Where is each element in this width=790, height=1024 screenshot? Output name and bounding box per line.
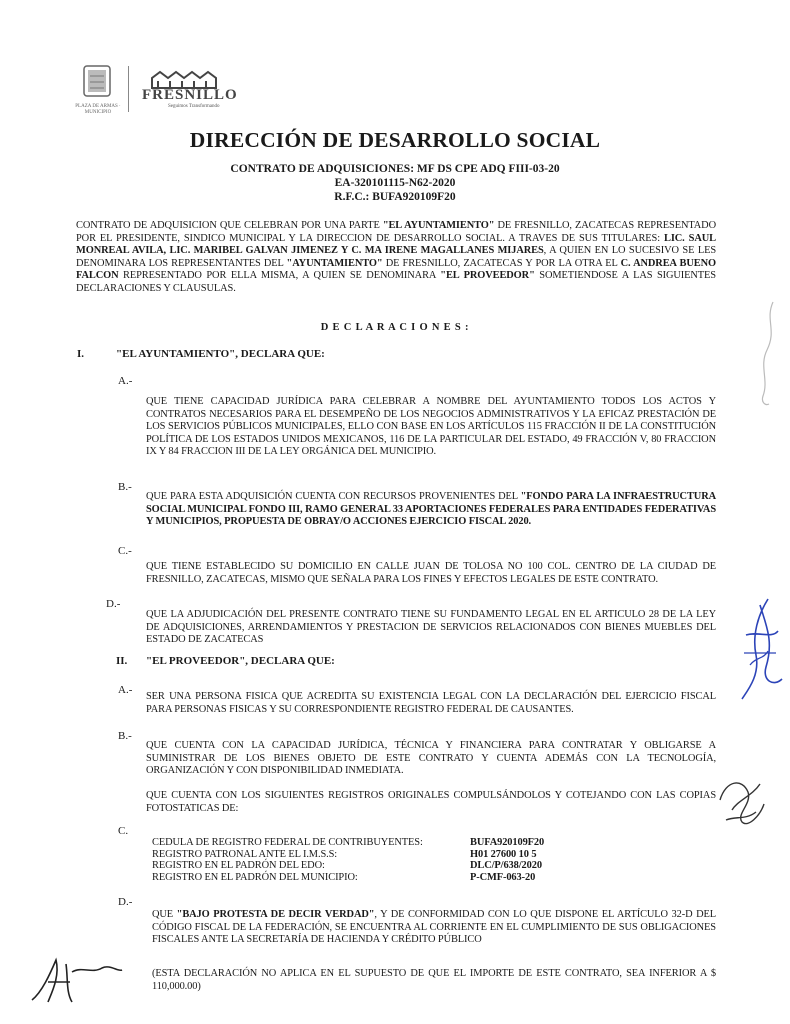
item-1d-label: D.- bbox=[106, 598, 121, 610]
registro-label: REGISTRO EN EL PADRÓN DEL MUNICIPIO: bbox=[152, 871, 358, 883]
item-2b-text-2: QUE CUENTA CON LOS SIGUIENTES REGISTROS ORIGINALES COMPULSÁNDOLOS Y COTEJANDO CON LAS COPIAS FOTOSTATICAS DE: bbox=[146, 790, 716, 814]
item-1a-label: A.- bbox=[118, 375, 133, 387]
declaraciones-heading: D E C L A R A C I O N E S : bbox=[320, 322, 470, 333]
registro-label: REGISTRO PATRONAL ANTE EL I.M.S.S: bbox=[152, 848, 338, 860]
signature-left-bottom bbox=[26, 952, 126, 1008]
item-2a-label: A.- bbox=[118, 684, 133, 696]
registro-row bbox=[152, 837, 572, 849]
item-1c-text: QUE TIENE ESTABLECIDO SU DOMICILIO EN CALLE JUAN DE TOLOSA NO 100 COL. CENTRO DE LA CIUDAD DE FRESNILLO, ZACATECAS, MISMO QUE SEÑALA PARA LOS FINES Y EFECTOS LEGALES DE ESTE CONTRATO. bbox=[146, 561, 716, 585]
registro-row bbox=[152, 860, 572, 872]
page-title: DIRECCIÓN DE DESARROLLO SOCIAL bbox=[189, 128, 601, 152]
item-2d-text: QUE "BAJO PROTESTA DE DECIR VERDAD", Y DE CONFORMIDAD CON LO QUE DISPONE EL ARTÍCULO 32-D DEL CÓDIGO FISCAL DE LA FEDERACIÓN, SE ENCUENTRA AL CORRIENTE EN EL CUMPLIMIENTO DE SUS OBLIGACIONES FISCALES ANTE LA SECRETARÍA DE HACIENDA Y CRÉDITO PÚBLICO bbox=[152, 909, 716, 946]
signature-right-lower bbox=[712, 770, 772, 830]
registros-table bbox=[152, 837, 572, 883]
item-2c-label: C. bbox=[118, 825, 129, 837]
item-1b-text: QUE PARA ESTA ADQUISICIÓN CUENTA CON RECURSOS PROVENIENTES DEL "FONDO PARA LA INFRAESTRUCTURA SOCIAL MUNICIPAL FONDO III, RAMO GENERAL 33 APORTACIONES FEDERALES PARA ENTIDADES FEDERATIVAS Y MUNICIPIOS, PROPUESTA DE OBRAY/O ACCIONES EJERCICIO FISCAL 2020. bbox=[146, 491, 717, 528]
contract-line-3: R.F.C.: BUFA920109F20 bbox=[334, 191, 456, 203]
registro-row bbox=[152, 872, 572, 884]
registro-value: H01 27600 10 5 bbox=[470, 848, 537, 860]
registro-value: P-CMF-063-20 bbox=[470, 871, 536, 883]
signature-right-middle bbox=[738, 595, 786, 705]
item-1c-label: C.- bbox=[118, 545, 132, 557]
registro-label: REGISTRO EN EL PADRÓN DEL EDO: bbox=[152, 860, 325, 871]
intro-paragraph: CONTRATO DE ADQUISICION QUE CELEBRAN POR UNA PARTE "EL AYUNTAMIENTO" DE FRESNILLO, ZACATECAS REPRESENTADO POR EL PRESIDENTE, SINDICO MUNICIPAL Y LA DIRECCION DE DESARROLLO SOCIAL. A TRAVES DE SUS TITULARES: LIC. SAUL MONREAL AVILA, LIC. MARIBEL GALVAN JIMENEZ Y C. MA IRENE MAGALLANES MIJARES, A QUIEN EN LO SUCESIVO SE LES DENOMINARA LOS REPRESENTANTES DEL "AYUNTAMIENTO" DE FRESNILLO, ZACATECAS Y POR LA OTRA EL C. ANDREA BUENO FALCON REPRESENTADO POR ELLA MISMA, A QUIEN SE DENOMINARA "EL PROVEEDOR" SOMETIENDOSE A LAS SIGUIENTES DECLARACIONES Y CLAUSULAS. bbox=[76, 220, 716, 294]
registro-row bbox=[152, 849, 572, 861]
registro-label: CEDULA DE REGISTRO FEDERAL DE CONTRIBUYENTES: bbox=[152, 837, 423, 848]
section-1-heading: "EL AYUNTAMIENTO", DECLARA QUE: bbox=[116, 348, 325, 360]
item-1d-text: QUE LA ADJUDICACIÓN DEL PRESENTE CONTRATO TIENE SU FUNDAMENTO LEGAL EN EL ARTICULO 28 DE LA LEY DE ADQUISICIONES, ARRENDAMIENTOS Y PRESTACION DE SERVICIOS RELACIONADOS CON BIENES MUEBLES DEL ESTADO DE ZACATECAS bbox=[146, 609, 716, 646]
header-divider bbox=[128, 66, 129, 112]
item-2a-text: SER UNA PERSONA FISICA QUE ACREDITA SU EXISTENCIA LEGAL CON LA DECLARACIÓN DEL EJERCICIO FISCAL PARA PERSONAS FISICAS Y SU CORRESPONDIENTE REGISTRO FEDERAL DE CAUSANTES. bbox=[146, 691, 716, 715]
brand-tagline: Seguimos Transformando bbox=[168, 104, 220, 109]
item-2b-label: B.- bbox=[118, 730, 132, 742]
item-2b-text: QUE CUENTA CON LA CAPACIDAD JURÍDICA, TÉCNICA Y FINANCIERA PARA CONTRATAR Y OBLIGARSE A SUMINISTRAR DE LOS BIENES OBJETO DE ESTE CONTRATO Y CUENTA ADEMÁS CON LA TECNOLOGÍA, ORGANIZACIÓN Y CON DISPONIBILIDAD INMEDIATA. bbox=[146, 740, 716, 777]
signature-right-top bbox=[755, 300, 781, 410]
section-1-number: I. bbox=[77, 348, 85, 360]
section-2-heading: "EL PROVEEDOR", DECLARA QUE: bbox=[146, 655, 335, 667]
contract-line-2: EA-320101115-N62-2020 bbox=[334, 177, 456, 189]
item-2d-note: (ESTA DECLARACIÓN NO APLICA EN EL SUPUESTO DE QUE EL IMPORTE DE ESTE CONTRATO, SEA INFERIOR A $ 110,000.00) bbox=[152, 968, 716, 992]
registro-value: DLC/P/638/2020 bbox=[470, 860, 542, 871]
item-2d-label: D.- bbox=[118, 896, 133, 908]
contract-line-1: CONTRATO DE ADQUISICIONES: MF DS CPE ADQ FIII-03-20 bbox=[230, 163, 560, 175]
section-2-number: II. bbox=[116, 655, 128, 667]
item-1a-text: QUE TIENE CAPACIDAD JURÍDICA PARA CELEBRAR A NOMBRE DEL AYUNTAMIENTO TODOS LOS ACTOS Y CONTRATOS NECESARIOS PARA EL DESEMPEÑO DE LOS NEGOCIOS ADMINISTRATIVOS Y LA EFICAZ PRESTACIÓN DE LOS SERVICIOS PÚBLICOS MUNICIPALES, ELLO CON BASE EN LOS ARTÍCULOS 115 FRACCIÓN II DE LA CONSTITUCIÓN POLÍTICA DE LOS ESTADOS UNIDOS MEXICANOS, 116 DE LA PARTICULAR DEL ESTADO, 49 FRACCIÓN V, 80 FRACCION IX Y 84 FRACCION III DE LA LEY ORGÁNICA DEL MUNICIPIO. bbox=[146, 396, 716, 458]
seal-caption: PLAZA DE ARMAS · MUNICIPIO bbox=[75, 104, 121, 115]
registro-value: BUFA920109F20 bbox=[470, 837, 545, 848]
brand-name: FRESNILLO bbox=[142, 87, 238, 103]
item-1b-label: B.- bbox=[118, 481, 132, 493]
